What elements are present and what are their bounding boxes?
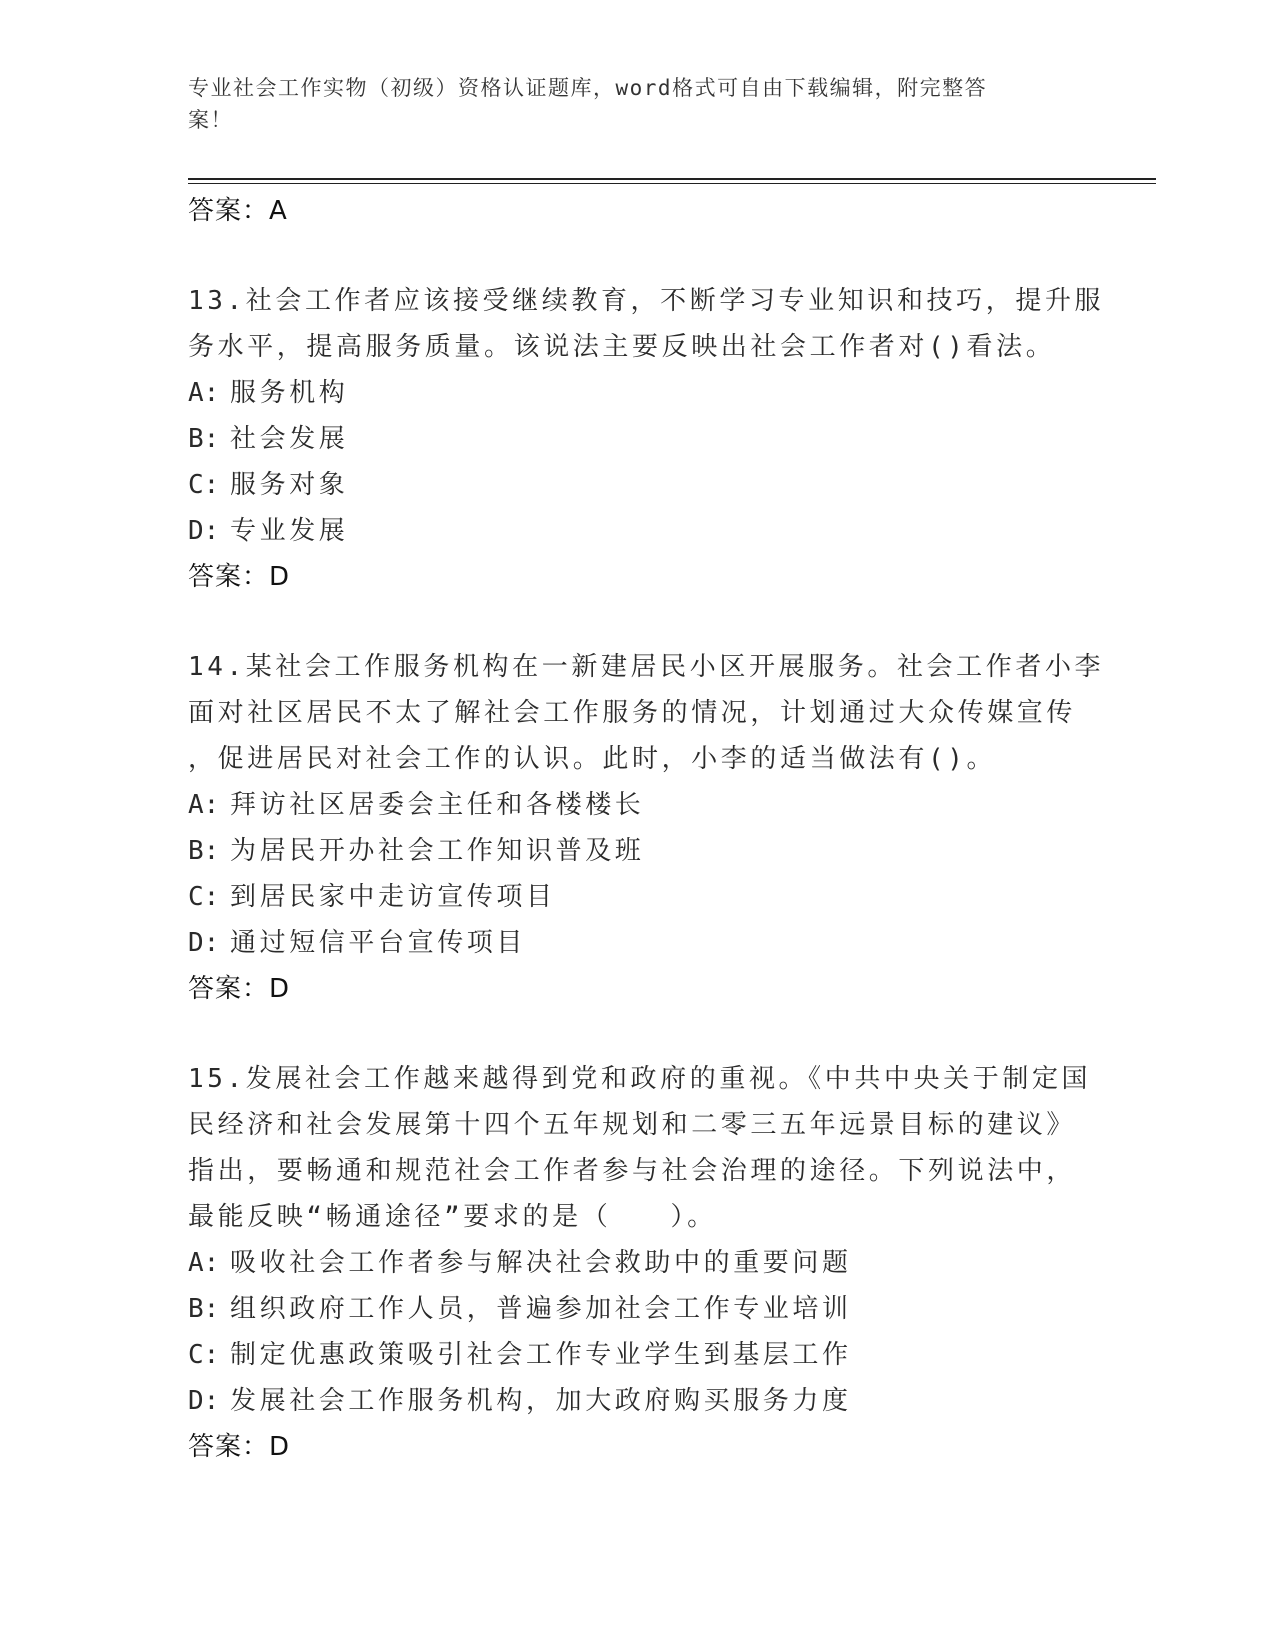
option-text: 发展社会工作服务机构，加大政府购买服务力度 [230, 1386, 852, 1416]
option-letter: D: [188, 516, 220, 546]
question-text-line: 15.发展社会工作越来越得到党和政府的重视。《中共中央关于制定国 [188, 1064, 1092, 1094]
header-divider-thick [188, 178, 1156, 180]
option-c [188, 874, 1088, 920]
question-text-line: 14.某社会工作服务机构在一新建居民小区开展服务。社会工作者小李 [188, 652, 1105, 682]
option-text: 社会发展 [230, 424, 349, 454]
option-a [188, 370, 1088, 416]
option-b [188, 1286, 1088, 1332]
option-c [188, 462, 1088, 508]
option-letter: C: [188, 470, 220, 500]
question-14 [188, 644, 1105, 1012]
option-text: 吸收社会工作者参与解决社会救助中的重要问题 [230, 1248, 852, 1278]
option-d [188, 508, 1088, 554]
question-text-line: 13.社会工作者应该接受继续教育，不断学习专业知识和技巧，提升服 [188, 286, 1105, 316]
question-text-line: 务水平，提高服务质量。该说法主要反映出社会工作者对()看法。 [188, 332, 1056, 362]
option-text: 服务对象 [230, 470, 349, 500]
option-text: 制定优惠政策吸引社会工作专业学生到基层工作 [230, 1340, 852, 1370]
option-letter: B: [188, 836, 220, 866]
option-text: 服务机构 [230, 378, 349, 408]
header-line-1: 专业社会工作实物（初级）资格认证题库，word格式可自由下载编辑，附完整答 [188, 76, 988, 100]
option-a [188, 782, 1088, 828]
question-text-line: 民经济和社会发展第十四个五年规划和二零三五年远景目标的建议》 [188, 1110, 1077, 1140]
option-letter: D: [188, 928, 220, 958]
option-letter: C: [188, 1340, 220, 1370]
page-header [188, 72, 1068, 136]
option-b [188, 416, 1088, 462]
option-letter: B: [188, 1294, 220, 1324]
header-line-2: 案！ [188, 108, 233, 132]
option-text: 组织政府工作人员，普遍参加社会工作专业培训 [230, 1294, 852, 1324]
option-letter: B: [188, 424, 220, 454]
previous-answer: 答案：A [188, 196, 288, 226]
question-text-line: 面对社区居民不太了解社会工作服务的情况，计划通过大众传媒宣传 [188, 698, 1077, 728]
answer-label: 答案：D [188, 1432, 291, 1462]
question-text-line: 指出，要畅通和规范社会工作者参与社会治理的途径。下列说法中， [188, 1156, 1077, 1186]
option-letter: D: [188, 1386, 220, 1416]
question-list [188, 188, 1105, 1470]
option-text: 到居民家中走访宣传项目 [230, 882, 556, 912]
question-text-line: ，促进居民对社会工作的认识。此时，小李的适当做法有()。 [188, 744, 997, 774]
option-text: 专业发展 [230, 516, 349, 546]
option-text: 为居民开办社会工作知识普及班 [230, 836, 645, 866]
question-text-line: 最能反映“畅通途径”要求的是（ ）。 [188, 1202, 717, 1232]
option-letter: A: [188, 790, 220, 820]
question-15 [188, 1056, 1092, 1470]
option-letter: A: [188, 1248, 220, 1278]
option-letter: A: [188, 378, 220, 408]
option-d [188, 1378, 1088, 1424]
option-a [188, 1240, 1088, 1286]
option-text: 通过短信平台宣传项目 [230, 928, 527, 958]
answer-label: 答案：D [188, 562, 291, 592]
question-13 [188, 278, 1105, 600]
header-divider-thin [188, 183, 1156, 184]
answer-label: 答案：D [188, 974, 291, 1004]
option-c [188, 1332, 1088, 1378]
option-letter: C: [188, 882, 220, 912]
option-d [188, 920, 1088, 966]
option-text: 拜访社区居委会主任和各楼楼长 [230, 790, 645, 820]
option-b [188, 828, 1088, 874]
